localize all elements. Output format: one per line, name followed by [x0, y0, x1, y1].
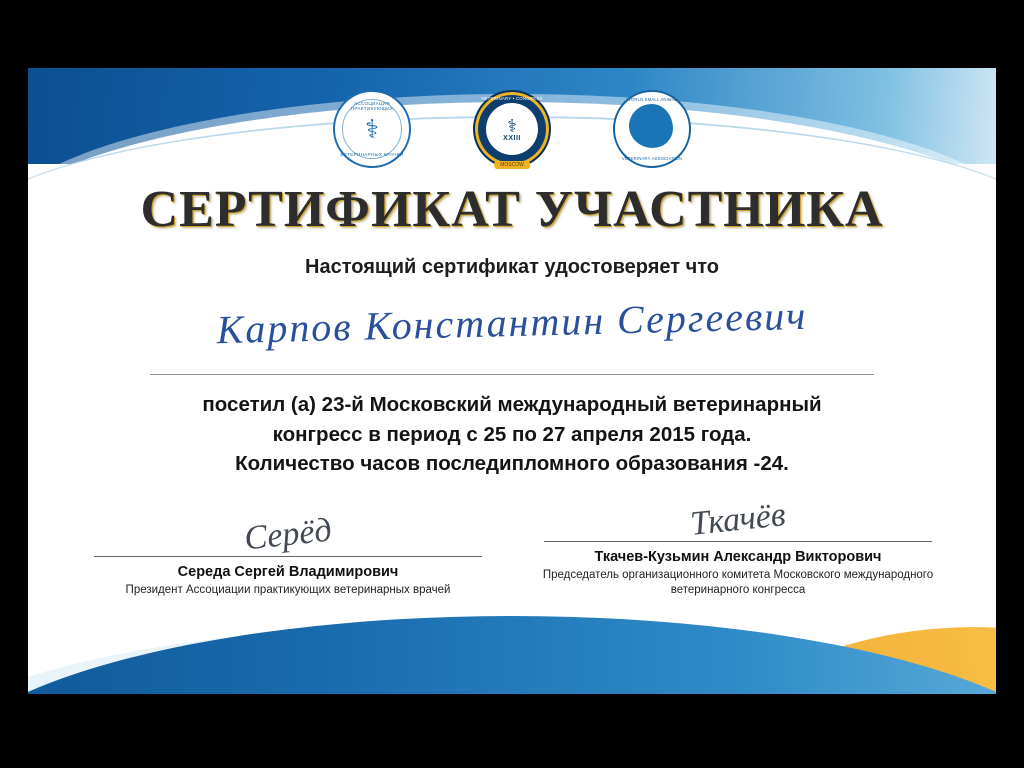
recipient-underline: [150, 374, 874, 375]
signature-rule-right: [544, 541, 932, 542]
signatory-name-right: Ткачев-Кузьмин Александр Викторович: [594, 549, 882, 566]
certificate-document: [28, 68, 996, 694]
congress-logo-arc-top: VETERINARY • CONGRESS: [481, 96, 543, 101]
signature-block-left: [88, 494, 488, 598]
certificate-title: СЕРТИФИКАТ УЧАСТНИКА: [140, 181, 884, 238]
recipient-field: [148, 293, 876, 389]
certificate-subtitle: Настоящий сертификат удостоверяет что: [305, 256, 719, 278]
body-line-2: конгресс в период с 25 по 27 апреля 2015 года.: [272, 422, 752, 446]
recipient-name-handwritten: Карпов Константин Сергеевич: [216, 292, 808, 353]
bottom-wave-blue: [28, 616, 996, 694]
signature-mark-right: [538, 479, 938, 544]
congress-logo-mark: ⚕: [507, 115, 517, 136]
wsava-logo-arc-top: WORLD SMALL ANIMAL: [626, 97, 678, 102]
signatory-role-left: Президент Ассоциации практикующих ветеринарных врачей: [125, 584, 451, 597]
wsava-icon: [613, 90, 691, 168]
signature-scrawl-left: Серёд: [242, 511, 334, 558]
signature-mark-left: [88, 494, 488, 556]
body-line-1: посетил (а) 23-й Московский международный ветеринарный: [202, 393, 822, 416]
body-line-3: Количество часов последипломного образования -24.: [235, 452, 789, 476]
signature-rule-left: [94, 556, 482, 557]
wsava-logo-arc-bottom: VETERINARY ASSOCIATION: [621, 156, 683, 161]
association-logo-glyph: ⚕: [364, 114, 380, 144]
wsava-logo-emblem: [629, 104, 673, 148]
veterinary-congress-icon: [473, 90, 551, 168]
association-of-practicing-veterinarians-icon: [333, 90, 411, 168]
association-logo-ring-top: АССОЦИАЦИЯ ПРАКТИКУЮЩИХ: [350, 101, 394, 111]
logo-row: [28, 90, 996, 168]
signature-block-right: [538, 479, 938, 598]
congress-logo-ribbon: MOSCOW: [494, 161, 530, 169]
certificate-body: [118, 390, 906, 479]
signatory-role-right: Председатель организационного комитета Московского международного ветеринарного конгресса: [542, 569, 934, 597]
association-logo-ring-bottom: ВЕТЕРИНАРНЫХ ВРАЧЕЙ: [340, 152, 404, 157]
congress-logo-inner: [486, 103, 538, 155]
signatory-name-left: Середа Сергей Владимирович: [177, 564, 399, 581]
congress-logo-roman-numeral: XXIII: [503, 134, 521, 142]
signature-scrawl-right: Ткачёв: [688, 496, 788, 544]
